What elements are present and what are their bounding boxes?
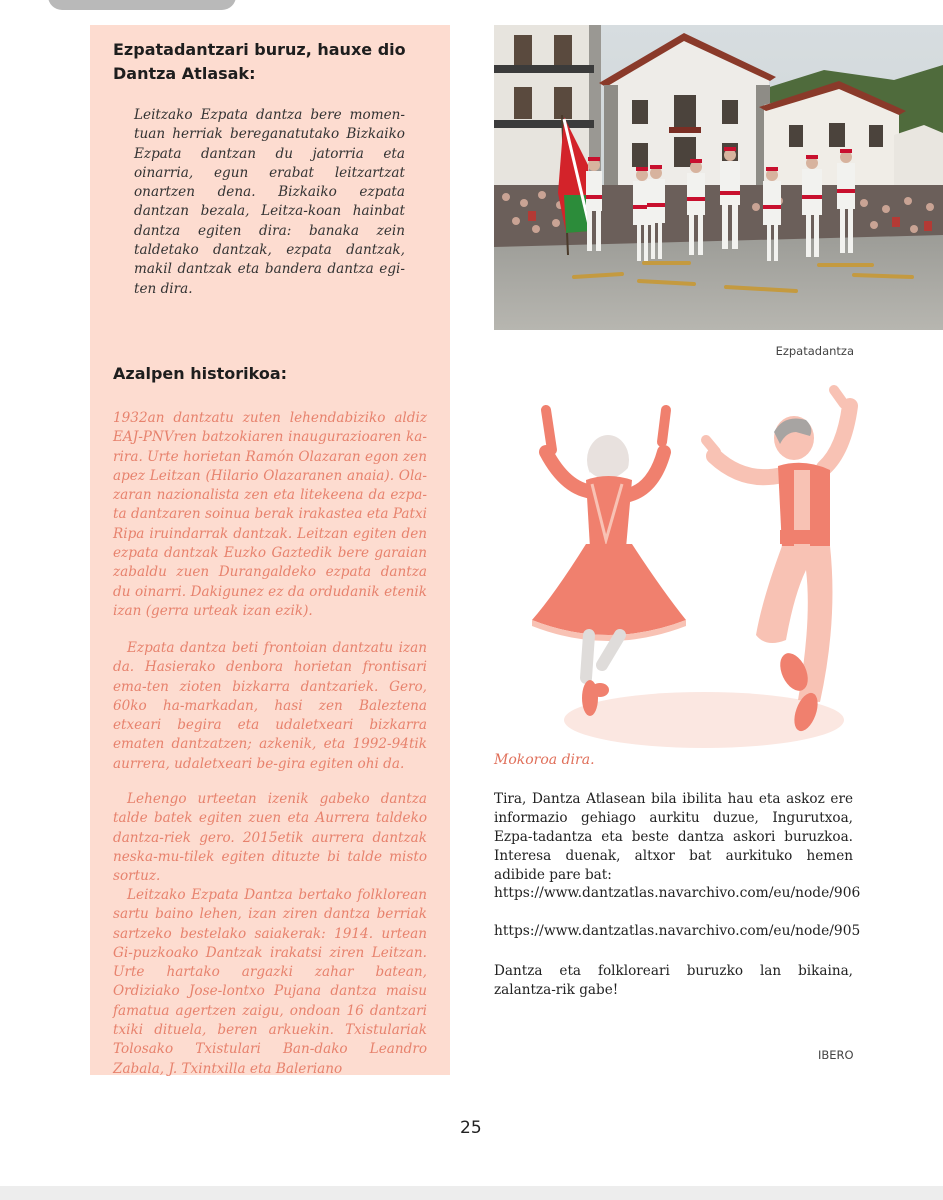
author-signature: IBERO — [818, 1048, 854, 1062]
sidebar-title-line1: Ezpatadantzari buruz, hauxe dio — [113, 40, 406, 59]
ezpatadantza-photo — [494, 25, 943, 330]
bottom-strip — [0, 1186, 943, 1200]
top-tab-decoration — [48, 0, 236, 10]
sidebar-title-line2: Dantza Atlasak: — [113, 64, 256, 83]
photo-caption: Ezpatadantza — [775, 344, 854, 358]
illustration-caption: Mokoroa dira. — [494, 752, 595, 768]
link-node-906[interactable]: https://www.dantzatlas.navarchivo.com/eu/node/906 — [494, 885, 861, 901]
history-heading: Azalpen historikoa: — [113, 364, 288, 383]
dancers-illustration — [494, 380, 894, 758]
link-node-905[interactable]: https://www.dantzatlas.navarchivo.com/eu/node/905 — [494, 923, 861, 939]
history-paragraph-3: Lehengo urteetan izenik gabeko dantza talde batek egiten zuen eta Aurrera taldeko dantza-riek gero. 2015etik aurrera dantzak neska-mu-tilek egiten dituzte bi talde misto sortuz. — [113, 791, 427, 885]
atlas-quote: Leitzako Ezpata dantza bere momen-tuan herriak bereganatutako Bizkaiko Ezpata dantzan du jatorria eta oinarria, egun erabat leitzartzat onartzen dena. Bizkaiko ezpata dantzan bezala, Leitza-koan hainbat dantza egiten dira: banaka zein taldetako dantzak, ezpata dantzak, makil dantzak eta bandera dantza egi-ten dira. — [134, 107, 405, 297]
history-paragraph-1: 1932an dantzatu zuten lehendabiziko aldiz EAJ-PNVren batzokiaren inaugurazioaren ka-rira. Urte horietan Ramón Olazaran egon zen apez Leitzan (Hilario Olazaranen anaia). Ola-zaran nazionalista zen eta litekeena da ezpa-ta dantzaren soinua berak irakastea eta Patxi Ripa iruindarrak dantzak. Leitzan egiten den ezpata dantzak Euzko Gaztedik bere garaian zabaldu zuen Durangaldeko ezpata dantza du oinarri. Dakigunez ez da ordudanik etenik izan (gerra urteak izan ezik). — [113, 410, 427, 619]
page-number: 25 — [460, 1118, 482, 1138]
sidebar-title — [113, 38, 406, 86]
intro-text: Tira, Dantza Atlasean bila ibilita hau eta askoz ere informazio gehiago aurkitu duzue, Ingurutxoa, Ezpa-tadantza eta beste dantza askori buruzkoa. Interesa duenak, altxor bat aurkituko hemen adibide pare bat: — [494, 791, 853, 883]
history-paragraph-2: Ezpata dantza beti frontoian dantzatu izan da. Hasierako denbora horietan frontisari ema-ten zioten bizkarra dantzariek. Gero, 60ko ha-markadan, hasi zen Baleztena etxeari begira eta udaletxeari bizkarra ematen dantzatzen; azkenik, eta 1992-94tik aurrera, udaletxeari be-gira egiten ohi da. — [113, 640, 427, 772]
history-paragraph-4: Leitzako Ezpata Dantza bertako folklorean sartu baino lehen, izan ziren dantza berriak sartzeko bestelako saiakerak: 1914. urtean Gi-puzkoako Dantzak irakatsi ziren Leitzan. Urte hartako argazki zahar batean, Ordiziako Jose-lontxo Pujana dantza maisu famatua agertzen zaigu, ondoan 16 dantzari txiki dituela, beren arkuekin. Txistulariak Tolosako Txistulari Ban-dako Leandro Zabala, J. Txintxilla eta Baleriano — [113, 887, 427, 1077]
closing-text: Dantza eta folkloreari buruzko lan bikaina, zalantza-rik gabe! — [494, 963, 853, 998]
